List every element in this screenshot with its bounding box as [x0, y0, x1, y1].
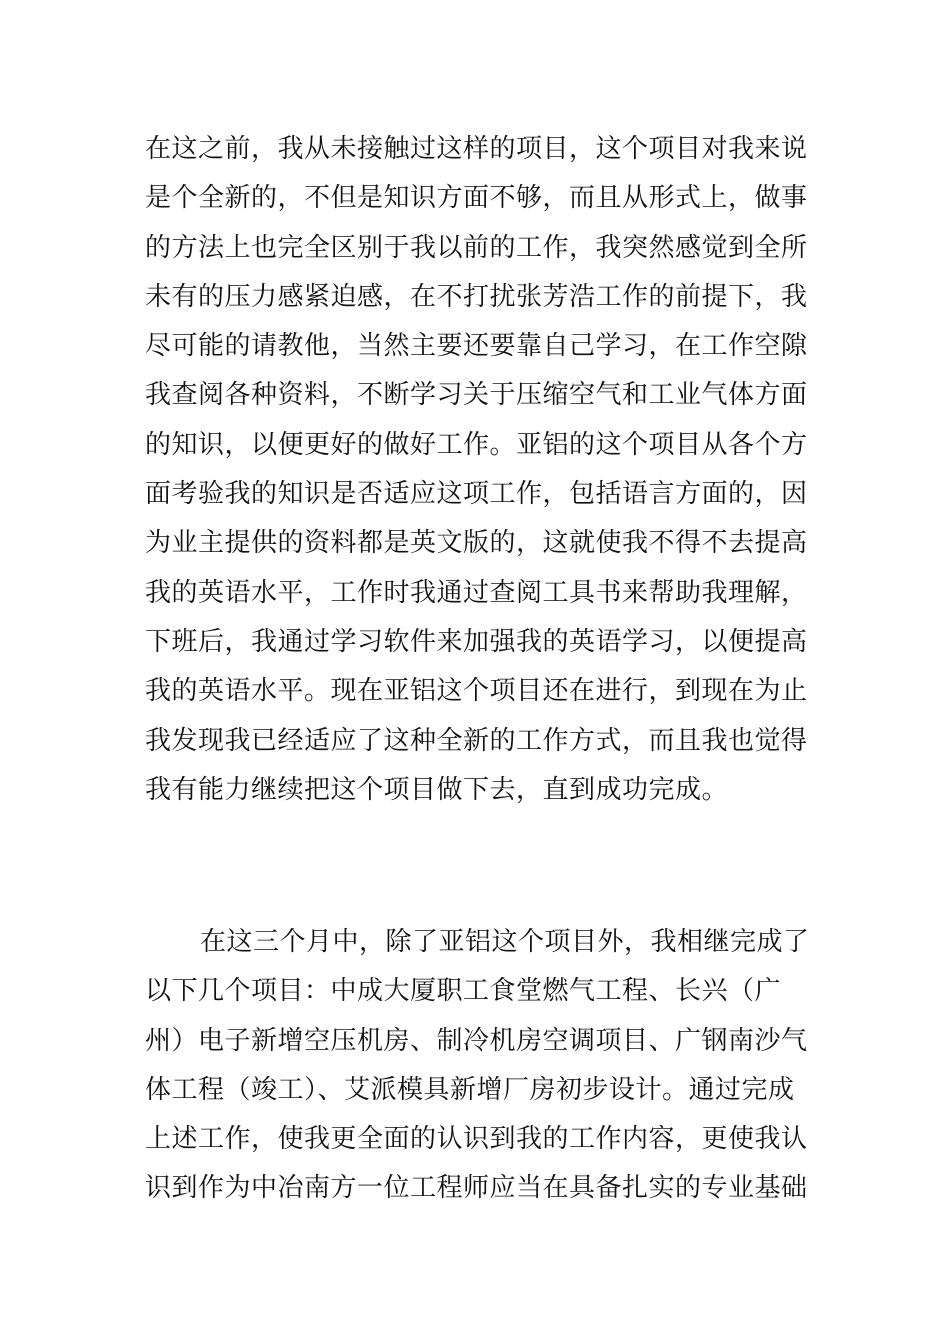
- text-line: 下班后，我通过学习软件来加强我的英语学习，以便提高: [145, 626, 808, 657]
- text-line: 尽可能的请教他，当然主要还要靠自己学习，在工作空隙: [145, 331, 808, 362]
- text-line: 在这三个月中，除了亚铝这个项目外，我相继完成了: [200, 927, 810, 957]
- text-line: 我的英语水平。现在亚铝这个项目还在进行，到现在为止: [145, 676, 808, 707]
- text-line: 州）电子新增空压机房、制冷机房空调项目、广钢南沙气: [145, 1025, 808, 1056]
- text-line: 为业主提供的资料都是英文版的，这就使我不得不去提高: [145, 528, 808, 559]
- text-line: 上述工作，使我更全面的认识到我的工作内容，更使我认: [145, 1124, 808, 1155]
- text-line: 我发现我已经适应了这种全新的工作方式，而且我也觉得: [145, 725, 808, 756]
- text-line: 我有能力继续把这个项目做下去，直到成功完成。: [145, 774, 729, 805]
- paragraph-1: [145, 125, 810, 815]
- text-line: 在这之前，我从未接触过这样的项目，这个项目对我来说: [145, 134, 808, 164]
- text-line: 的知识，以便更好的做好工作。亚铝的这个项目从各个方: [145, 429, 808, 460]
- text-line: 未有的压力感紧迫感，在不打扰张芳浩工作的前提下，我: [145, 281, 808, 312]
- paragraph-2: [145, 918, 810, 1214]
- text-line: 是个全新的，不但是知识方面不够，而且从形式上，做事: [145, 183, 808, 214]
- text-line: 的方法上也完全区别于我以前的工作，我突然感觉到全所: [145, 232, 808, 263]
- text-line: 体工程（竣工）、艾派模具新增厂房初步设计。通过完成: [145, 1074, 795, 1105]
- text-line: 我的英语水平，工作时我通过查阅工具书来帮助我理解，: [145, 577, 808, 608]
- text-line: 以下几个项目：中成大厦职工食堂燃气工程、长兴（广: [145, 976, 782, 1007]
- text-line: 识到作为中冶南方一位工程师应当在具备扎实的专业基础: [145, 1173, 808, 1204]
- text-line: 面考验我的知识是否适应这项工作，包括语言方面的，因: [145, 479, 808, 510]
- text-line: 我查阅各种资料，不断学习关于压缩空气和工业气体方面: [145, 380, 808, 411]
